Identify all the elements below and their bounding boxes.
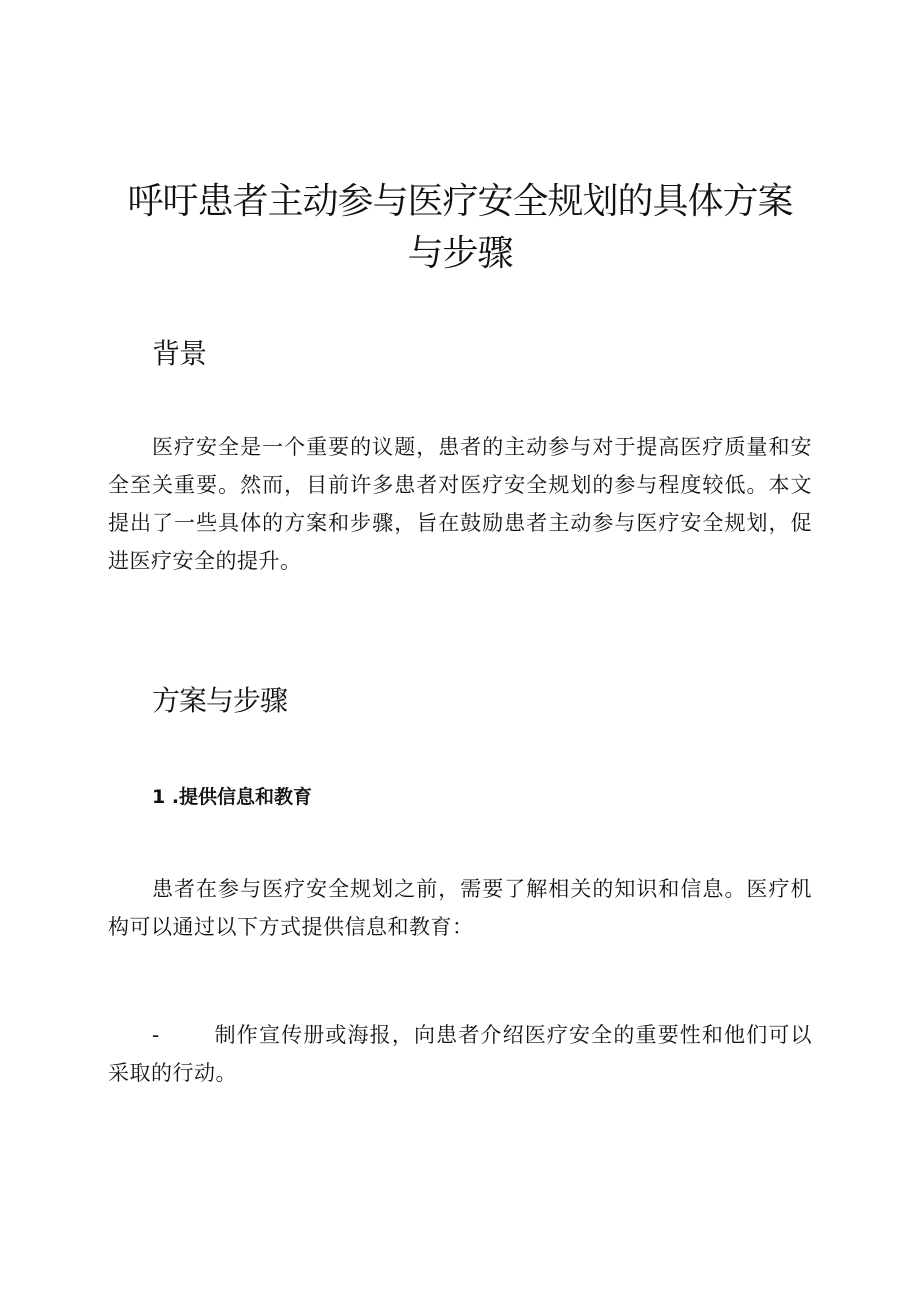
bullet-item bbox=[108, 1016, 812, 1092]
background-paragraph: 医疗安全是一个重要的议题，患者的主动参与对于提高医疗质量和安全至关重要。然而，目前许多患者对医疗安全规划的参与程度较低。本文提出了一些具体的方案和步骤，旨在鼓励患者主动参与医疗安全规划，促进医疗安全的提升。 bbox=[108, 435, 812, 573]
bullet-marker: - bbox=[152, 1023, 160, 1047]
bullet-text: 制作宣传册或海报，向患者介绍医疗安全的重要性和他们可以采取的行动。 bbox=[108, 1023, 812, 1085]
section-heading-background: 背景 bbox=[152, 337, 207, 370]
subsection-heading-info-education: 1 .提供信息和教育 bbox=[152, 786, 313, 808]
info-education-paragraph: 患者在参与医疗安全规划之前，需要了解相关的知识和信息。医疗机构可以通过以下方式提供信息和教育： bbox=[108, 877, 812, 939]
section-heading-plan-steps: 方案与步骤 bbox=[152, 684, 288, 717]
document-title: 呼吁患者主动参与医疗安全规划的具体方案与步骤 bbox=[127, 181, 793, 274]
